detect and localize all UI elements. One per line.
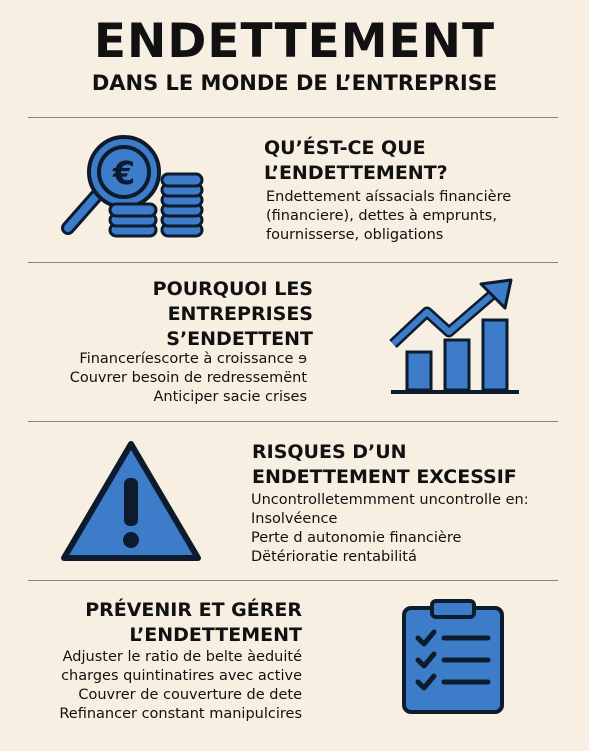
clipboard-checklist-icon [400, 598, 506, 716]
svg-text:€: € [112, 154, 136, 192]
magnifier-euro-coins-icon [58, 132, 208, 244]
divider [28, 580, 558, 581]
section-text: Uncontrolletemmment uncontrolle en: Insolvéence Perte d autonomie financière Dëtérioratie rentabilitá [251, 492, 529, 565]
page-title: ENDETTEMENT [93, 14, 496, 69]
divider [28, 421, 558, 422]
section-text: Financeríescorte à croissance ɘ Couvrer besoin de redressemënt Anticiper sacie crises [69, 351, 307, 405]
section-text: Adjuster le ratio de belte àeduité charges quintinatires avec active Couvrer de couverture de dete Refinancer constant manipulcires [59, 649, 302, 722]
warning-triangle-icon [58, 438, 204, 566]
section-heading: RISQUES D’UN ENDETTEMENT EXCESSIF [252, 441, 517, 488]
divider [28, 117, 558, 118]
growth-chart-icon [385, 278, 525, 398]
section-heading: PRÉVENIR ET GÉRER L’ENDETTEMENT [85, 599, 302, 646]
section-text: Endettement aíssacials financière (financiere), dettes à emprunts, fournisserse, obligations [266, 189, 512, 243]
divider [28, 262, 558, 263]
section-heading: QU’ÉST-CE QUE L’ENDETTEMENT? [264, 137, 448, 184]
page-subtitle: DANS LE MONDE DE L’ENTREPRISE [91, 71, 498, 95]
section-heading: POURQUOI LES ENTREPRISES S’ENDETTENT [152, 278, 313, 350]
